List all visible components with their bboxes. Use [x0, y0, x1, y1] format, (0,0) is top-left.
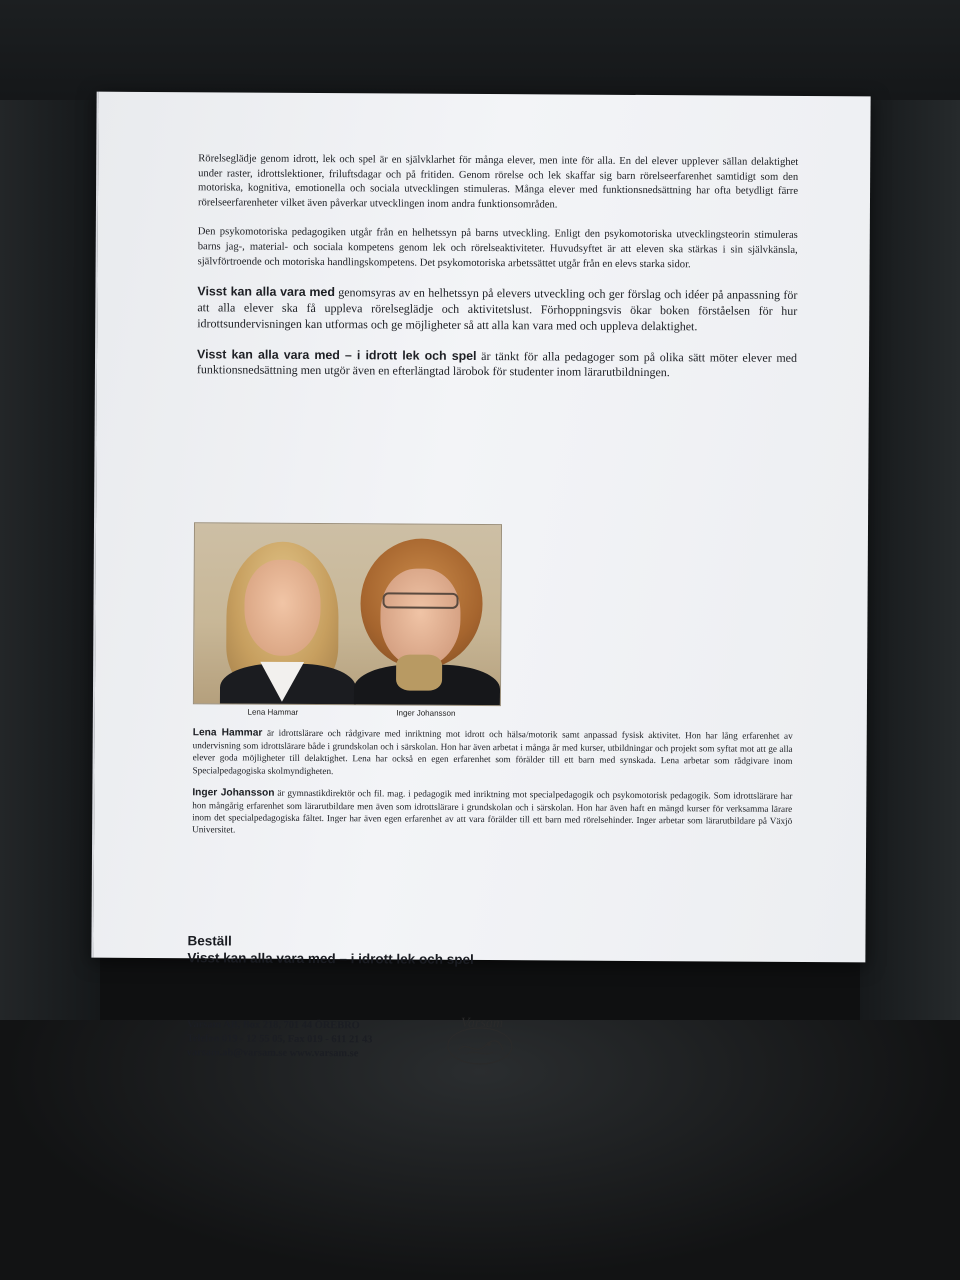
lead-paragraph-1 [197, 284, 797, 335]
author-left-face [244, 560, 321, 656]
order-heading: Beställ [187, 933, 232, 949]
lead-text-1: genomsyras av en helhetssyn på elevers utveckling och ger förslag och idéer på anpassning för att alla elever ska få uppleva rörelseglädje och aktivitetslust. Förhoppningsvis ökar boken förståelsen för hur idrottsundervisningen kan utformas och ge möjligheter så att alla kan vara med och uppleva delaktighet. [197, 285, 798, 334]
intro-paragraph-1: Rörelseglädje genom idrott, lek och spel är en självklarhet för många elever, men inte för alla. En del elever upplever sällan delaktighet under raster, idrottslektioner, friluftsdagar och på fritiden. Genom rörelse och lek skaffar sig barn rörelseerfarenhet samtidigt som den motoriska, kognitiva, emotionella och sociala utvecklingen stimuleras. Många elever med funktionsnedsättning har ofta betydligt färre rörelseerfarenheter vilket även påverkar utvecklingen inom andra funktionsområden. [197, 153, 799, 211]
caption-lena: Lena Hammar [247, 707, 299, 717]
lead-paragraph-2 [197, 347, 797, 382]
publisher-phone: Telefon 019 - 12 55 05, Fax 019 - 611 21 43 [186, 1033, 373, 1046]
author-photo-block [193, 522, 500, 718]
bio-inger [192, 786, 792, 839]
author-photo [193, 522, 502, 706]
author-right-scarf [396, 654, 442, 690]
bio-name-lena: Lena Hammar [192, 727, 263, 739]
photo-captions [193, 707, 499, 718]
author-right-face [380, 568, 461, 666]
lead-text-2: är tänkt för alla pedagoger som på olika sätt möter elever med funktionsnedsättning men utgör även en efterlängtad lärobok för studenter inom lärarutbildningen. [196, 348, 798, 380]
book-title-inline: Visst kan alla vara med [197, 284, 335, 300]
intro-paragraph-2: Den psykomotoriska pedagogiken utgår från en helhetssyn på barns utveckling. Enligt den psykomotoriska utvecklingsteorin stimuleras barns jag-, material- och sociala kompetens genom lek och rörelseaktiviteter. Huvudsyftet är att eleven ska stärkas i sin självkänsla, självförtroende och motoriska handlingskompetens. Det psykomotoriska arbetssättet utgår från en elevs starka sidor. [197, 226, 798, 270]
book-full-title-inline: Visst kan alla vara med – i idrott lek och spel [197, 346, 477, 363]
author-bios [192, 726, 793, 849]
publisher-address: Varsam AB, Box 218, 701 44 ÖREBRO [186, 1019, 360, 1032]
cover-text-block [197, 152, 798, 397]
glasses-icon [383, 592, 459, 608]
order-section [187, 932, 474, 969]
book-back-cover [91, 92, 870, 1060]
bio-text-lena: är idrottslärare och rådgivare med inriktning mot idrott och hälsa/motorik samt anpassad fysisk aktivitet. Hon har lång erfarenhet av undervisning som idrottslärare både i grundskolan och i särskolan. Hon har även arbetat i många år med kurser, utbildningar och projekt som syftat mot att ge alla elever goda möjligheter till delaktighet. Lena har också en egen erfarenhet som förälder till ett barn med synskada. Lena arbetar som rådgivare inom Specialpedagogiska skolmyndigheten. [192, 727, 793, 776]
order-book-title: Visst kan alla vara med – i idrott lek och spel [187, 950, 474, 967]
bio-name-inger: Inger Johansson [192, 787, 275, 799]
bio-lena [192, 726, 792, 779]
varsam-logo [445, 1015, 515, 1066]
logo-wordmark: Varsam [460, 1015, 504, 1032]
bio-text-inger: är gymnastikdirektör och fil. mag. i pedagogik med inriktning mot specialpedagogik och psykomotorisk pedagogik. Som idrottslärare har hon mångårig erfarenhet som lärarutbildare men även som idrottslärare i grundskolan och i särskolan. Hon har även haft en mängd kurser för verksamma lärare inom det specialpedagogiska fältet. Inger har även egen erfarenhet av att vara förälder till ett barn med rörelsehinder. Inger arbetar som lärarutbildare på Växjö Universitet. [192, 787, 793, 835]
publisher-info [187, 1018, 373, 1061]
publisher-web: varsam.ab@varsam.se www.varsam.se [186, 1047, 359, 1060]
caption-inger: Inger Johansson [396, 708, 456, 718]
